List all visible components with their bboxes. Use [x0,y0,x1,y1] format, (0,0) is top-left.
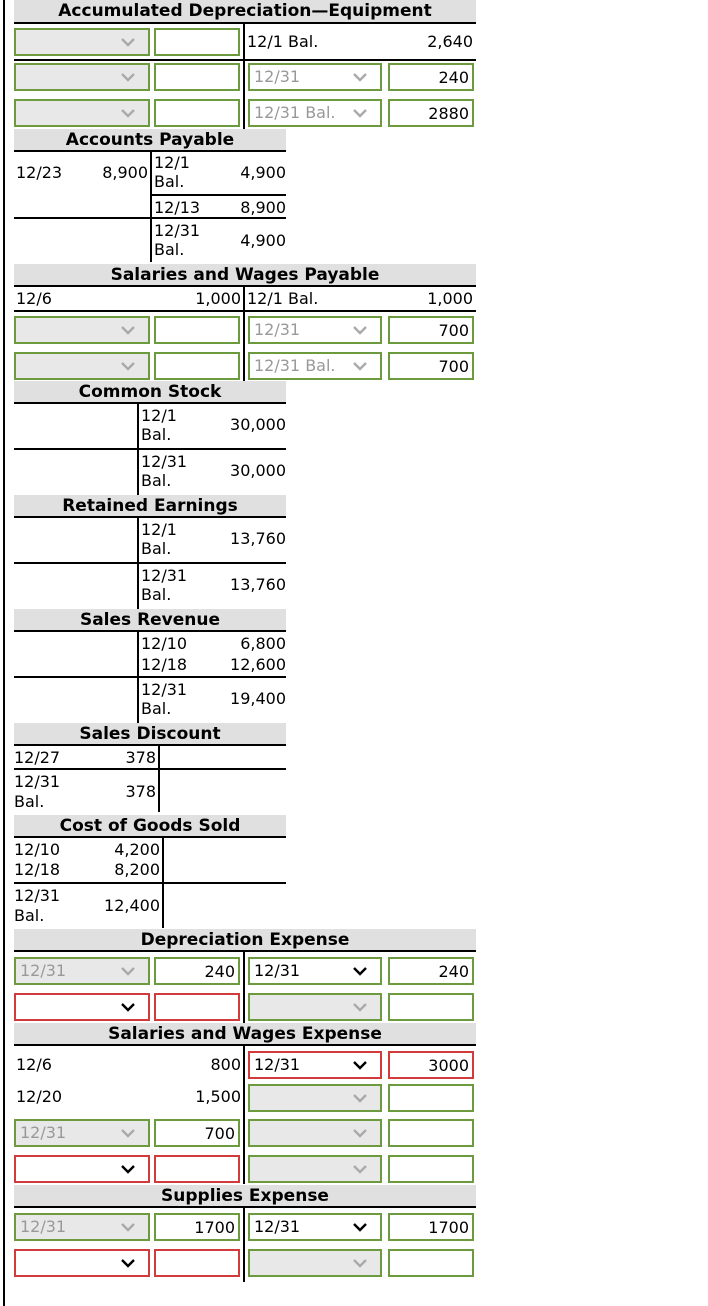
t-account-rule [14,516,286,518]
debit-amount-input[interactable] [154,316,240,344]
chevron-down-icon [120,322,136,338]
t-account-rule [14,22,476,24]
t-account-divider [158,744,160,812]
row-rule [14,217,286,219]
credit-amount: 13,760 [230,529,286,548]
credit-date-select[interactable]: 12/31 Bal. [248,99,382,127]
credit-date-select[interactable]: 12/31 [248,1051,382,1079]
debit-amount: 1,000 [195,289,241,308]
debit-date: 12/18 [14,860,61,879]
chevron-down-icon [120,1255,136,1271]
account-title-salaries-wages-payable: Salaries and Wages Payable [14,264,476,286]
credit-amount: 30,000 [230,415,286,434]
debit-date-select[interactable] [14,316,150,344]
debit-date-select[interactable]: 12/31 [14,1119,150,1147]
debit-date-select[interactable] [14,99,150,127]
credit-date: 12/31 [141,452,188,471]
account-title-sales-discount: Sales Discount [14,723,286,745]
t-account-rule [14,744,286,746]
chevron-down-icon [120,358,136,374]
t-account-divider [150,150,152,262]
chevron-down-icon [352,69,368,85]
debit-date-select[interactable]: 12/31 [14,957,150,985]
credit-date: 12/1 [141,406,177,425]
debit-date-select[interactable] [14,352,150,380]
debit-amount: 378 [125,748,156,767]
debit-date-select[interactable] [14,28,150,56]
chevron-down-icon [352,963,368,979]
chevron-down-icon [120,1219,136,1235]
credit-amount-input[interactable]: 700 [388,316,474,344]
t-account-divider [243,1044,245,1184]
credit-date-select[interactable]: 12/31 [248,63,382,91]
account-title-sales-revenue: Sales Revenue [14,609,286,631]
debit-amount: 8,900 [102,163,148,182]
credit-amount-input[interactable]: 2880 [388,99,474,127]
credit-amount-input[interactable] [388,993,474,1021]
credit-date-select[interactable]: 12/31 [248,957,382,985]
debit-amount: 12,400 [104,896,160,915]
row-rule [150,194,286,196]
row-rule [14,310,476,312]
credit-amount-input[interactable]: 3000 [388,1051,474,1079]
credit-date-bal: Bal. [154,240,185,259]
debit-date: 12/31 [14,886,61,905]
debit-amount: 4,200 [114,840,160,859]
chevron-down-icon [120,69,136,85]
debit-date: 12/20 [16,1087,63,1106]
debit-amount-input[interactable] [154,1249,240,1277]
credit-amount-input[interactable]: 240 [388,63,474,91]
chevron-down-icon [352,105,368,121]
t-account-rule [14,630,286,632]
credit-date: 12/31 [154,221,201,240]
debit-amount-input[interactable] [154,352,240,380]
debit-date-select[interactable] [14,63,150,91]
credit-amount-input[interactable]: 240 [388,957,474,985]
chevron-down-icon [120,1161,136,1177]
credit-amount: 8,900 [240,198,286,217]
debit-amount-input[interactable] [154,993,240,1021]
t-account-divider [243,1206,245,1282]
credit-amount-input[interactable]: 700 [388,352,474,380]
chevron-down-icon [352,1219,368,1235]
debit-amount-input[interactable] [154,63,240,91]
account-title-common-stock: Common Stock [14,381,286,403]
credit-amount-input[interactable] [388,1119,474,1147]
chevron-down-icon [352,1161,368,1177]
chevron-down-icon [120,34,136,50]
credit-amount: 19,400 [230,689,286,708]
credit-date-select[interactable]: 12/31 [248,1213,382,1241]
chevron-down-icon [120,999,136,1015]
account-title-salaries-wages-expense: Salaries and Wages Expense [14,1023,476,1045]
debit-amount-input[interactable]: 240 [154,957,240,985]
debit-amount-input[interactable]: 700 [154,1119,240,1147]
credit-date-bal: Bal. [154,172,185,191]
account-title-retained-earnings: Retained Earnings [14,495,286,517]
debit-amount: 1,500 [195,1087,241,1106]
debit-date-select[interactable] [14,1249,150,1277]
debit-amount-input[interactable] [154,28,240,56]
debit-date-bal: Bal. [14,906,45,925]
debit-amount: 800 [210,1055,241,1074]
t-account-rule [14,402,286,404]
t-account-rule [14,836,286,838]
credit-date-bal: Bal. [141,471,172,490]
credit-amount: 4,900 [240,231,286,250]
debit-date: 12/27 [14,748,61,767]
debit-date: 12/6 [16,289,52,308]
chevron-down-icon [352,1090,368,1106]
row-rule [14,768,286,770]
credit-amount-input[interactable] [388,1249,474,1277]
t-account-divider [243,22,245,130]
credit-amount-input[interactable] [388,1084,474,1112]
chevron-down-icon [120,105,136,121]
credit-date-select[interactable] [248,1084,382,1112]
credit-date-select[interactable] [248,1155,382,1183]
credit-date: 12/31 [141,680,188,699]
chevron-down-icon [120,1125,136,1141]
row-rule [14,676,286,678]
credit-date: 12/1 [154,153,190,172]
account-title-depreciation-expense: Depreciation Expense [14,929,476,951]
debit-date-select[interactable]: 12/31 [14,1213,150,1241]
credit-amount: 4,900 [240,163,286,182]
credit-date: 12/1 [141,520,177,539]
debit-amount-input[interactable]: 1700 [154,1213,240,1241]
credit-amount: 1,000 [427,289,473,308]
t-account-rule [14,950,476,952]
credit-amount: 12,600 [230,655,286,674]
debit-date-bal: Bal. [14,792,45,811]
chevron-down-icon [352,358,368,374]
t-account-divider [243,950,245,1026]
credit-date-select[interactable]: 12/31 [248,316,382,344]
row-rule [14,562,286,564]
credit-date-bal: Bal. [141,425,172,444]
account-title-supplies-expense: Supplies Expense [14,1185,476,1207]
chevron-down-icon [352,1125,368,1141]
credit-date-bal: Bal. [141,585,172,604]
credit-date-bal: Bal. [141,539,172,558]
t-account-rule [14,285,476,287]
row-rule [14,59,476,61]
credit-date: 12/1 Bal. [247,289,319,308]
credit-date: 12/31 [141,566,188,585]
credit-amount-input[interactable]: 1700 [388,1213,474,1241]
credit-amount: 6,800 [240,634,286,653]
debit-amount-input[interactable] [154,99,240,127]
account-title-cost-of-goods-sold: Cost of Goods Sold [14,815,286,837]
credit-date: 12/18 [141,655,188,674]
credit-date: 12/13 [154,198,201,217]
debit-amount: 378 [125,782,156,801]
credit-date-select[interactable]: 12/31 Bal. [248,352,382,380]
chevron-down-icon [352,1057,368,1073]
debit-date-select[interactable] [14,993,150,1021]
debit-amount-input[interactable] [154,1155,240,1183]
account-title-accounts-payable: Accounts Payable [14,129,286,151]
credit-amount: 13,760 [230,575,286,594]
chevron-down-icon [352,322,368,338]
credit-date-select[interactable] [248,1249,382,1277]
debit-amount: 8,200 [114,860,160,879]
page-border [3,0,5,1306]
credit-amount: 2,640 [427,32,473,51]
t-account-rule [14,1044,476,1046]
t-account-divider [243,285,245,382]
credit-date: 12/1 Bal. [247,32,319,51]
credit-date: 12/10 [141,634,188,653]
t-account-rule [14,1206,476,1208]
chevron-down-icon [352,1255,368,1271]
row-rule [14,448,286,450]
account-title-accumulated-depreciation: Accumulated Depreciation—Equipment [14,0,476,23]
debit-date: 12/23 [16,163,63,182]
credit-date-bal: Bal. [141,699,172,718]
debit-date: 12/31 [14,772,61,791]
row-rule [14,882,286,884]
credit-amount-input[interactable] [388,1155,474,1183]
debit-date-select[interactable] [14,1155,150,1183]
debit-date: 12/10 [14,840,61,859]
chevron-down-icon [120,963,136,979]
chevron-down-icon [352,999,368,1015]
credit-amount: 30,000 [230,461,286,480]
debit-date: 12/6 [16,1055,52,1074]
credit-date-select[interactable] [248,993,382,1021]
credit-date-select[interactable] [248,1119,382,1147]
